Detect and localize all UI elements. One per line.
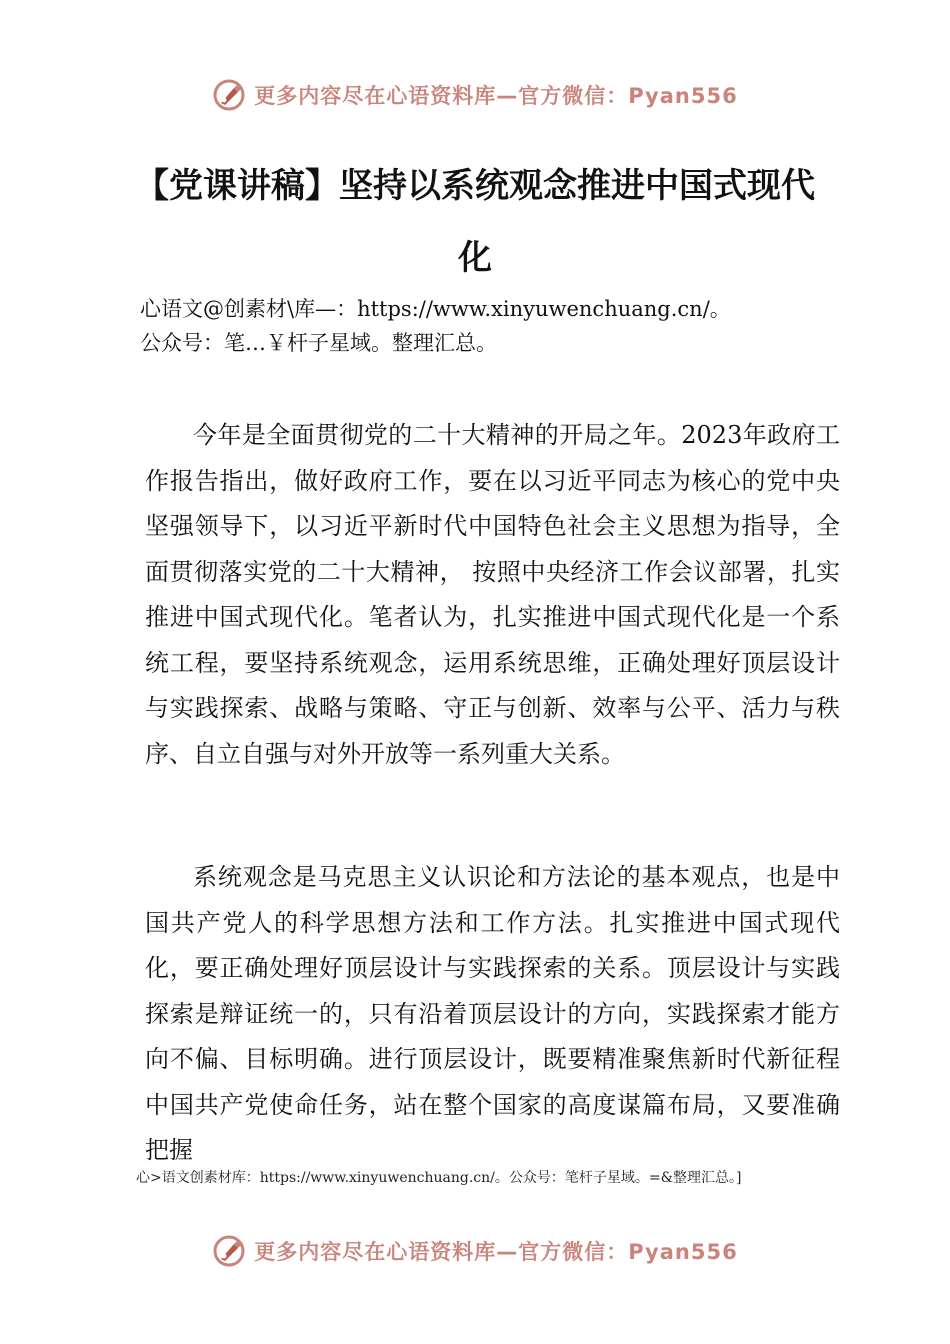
banner-text: 更多内容尽在心语资料库—官方微信：Pyan556 (254, 84, 738, 108)
header-banner (0, 70, 950, 120)
body-paragraph-1: 今年是全面贯彻党的二十大精神的开局之年。2023年政府工作报告指出，做好政府工作，要在以习近平同志为核心的党中央坚强领导下，以习近平新时代中国特色社会主义思想为指导，全面贯彻落实党的二十大精神， 按照中央经济工作会议部署，扎实推进中国式现代化。笔者认为，扎实推进中国式现代化是一个系统工程，要坚持系统观念，运用系统思维，正确处理好顶层设计与实践探索、战略与策略、守正与创新、效率与公平、活力与秩序、自立自强与对外开放等一系列重大关系。 (145, 421, 840, 768)
page-title: 【党课讲稿】坚持以系统观念推进中国式现代化 (135, 166, 815, 278)
footer-banner (0, 1226, 950, 1276)
source-note (140, 292, 840, 360)
body-paragraph-2: 系统观念是马克思主义认识论和方法论的基本观点，也是中国共产党人的科学思想方法和工作方法。扎实推进中国式现代化，要正确处理好顶层设计与实践探索的关系。顶层设计与实践探索是辩证统一的，只有沿着顶层设计的方向，实践探索才能方向不偏、目标明确。进行顶层设计，既要精准聚焦新时代新征程中国共产党使命任务，站在整个国家的高度谋篇布局，又要准确把握 (145, 863, 840, 1164)
source-line-2: 公众号：笔…￥杆子星域。整理汇总。 (140, 331, 497, 355)
source-line-1: 心语文@创素材\库—：https://www.xinyuwenchuang.cn/。 (140, 297, 731, 321)
banner-text: 更多内容尽在心语资料库—官方微信：Pyan556 (254, 1240, 738, 1264)
pen-nib-logo-icon (212, 1234, 246, 1268)
pen-nib-logo-icon (212, 78, 246, 112)
footer-source-note: 心>语文创素材库：https://www.xinyuwenchuang.cn/。公众号：笔杆子星域。=&整理汇总。] (136, 1170, 742, 1186)
